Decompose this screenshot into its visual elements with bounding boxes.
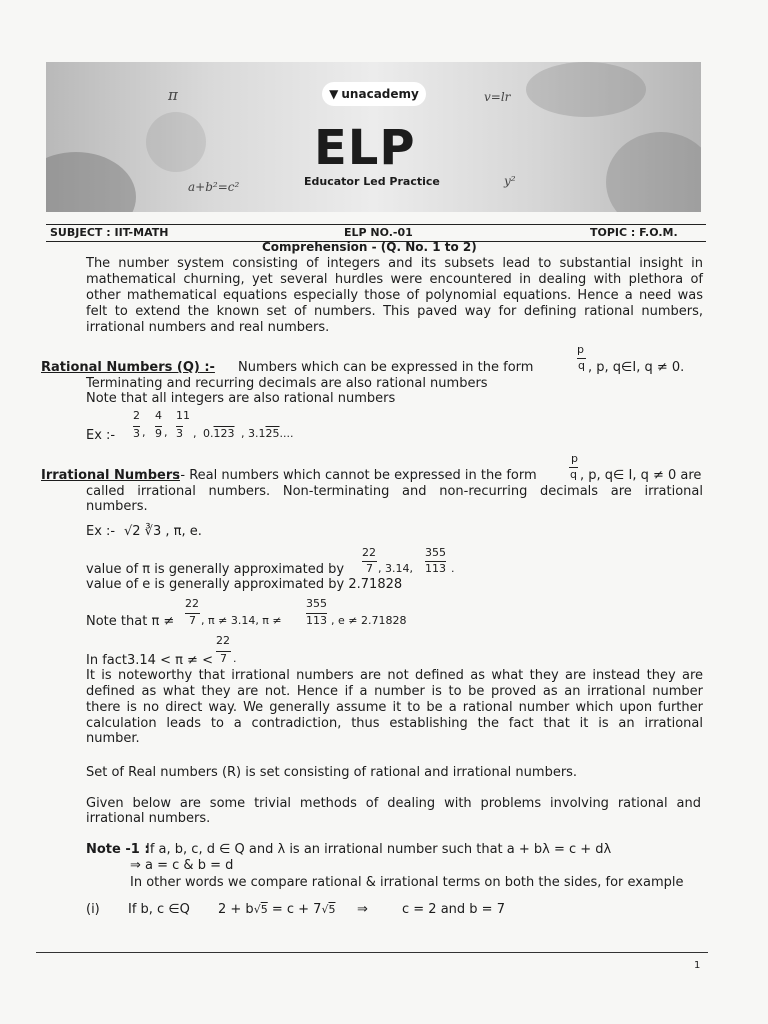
irrational-line: called irrational numbers. Non-terminating and non-recurring decimals are irrational: [86, 484, 703, 499]
rational-line: Note that all integers are also rational numbers: [86, 391, 396, 406]
pi-note-text: Note that π ≠: [86, 614, 175, 629]
example-denominator: 9: [155, 427, 162, 440]
decimal-int: 3.1: [248, 427, 266, 440]
methods-intro-line: Given below are some trivial methods of dealing with problems involving rational and: [86, 796, 701, 811]
radicand: 5: [260, 903, 268, 916]
irrational-heading: Irrational Numbers: [41, 468, 180, 483]
example-equation: [218, 902, 335, 917]
comprehension-line: felt to extend the known set of numbers. This paved way for defining rational numbers,: [86, 304, 703, 319]
decimal-repeat: 123: [213, 427, 235, 440]
topic-label: TOPIC : F.O.M.: [590, 226, 678, 239]
subject-label: SUBJECT : IIT-MATH: [50, 226, 169, 239]
implies-arrow: ⇒: [357, 902, 368, 917]
rational-definition-tail: , p, q∈I, q ≠ 0.: [588, 360, 685, 375]
brand-name: unacademy: [341, 87, 419, 101]
fraction-numerator: 22: [185, 597, 199, 610]
footer-rule: [36, 952, 708, 953]
comprehension-line: irrational numbers and real numbers.: [86, 320, 330, 335]
pi-note-mid: , π ≠ 3.14, π ≠: [201, 614, 282, 627]
comma-sep: ,: [142, 426, 146, 439]
pi-approx-mid: , 3.14,: [378, 562, 413, 575]
page-number: 1: [694, 960, 701, 971]
irrational-paragraph-line: It is noteworthy that irrational numbers are not defined as what they are instead they are: [86, 668, 703, 683]
rational-heading: [41, 360, 215, 375]
sqrt-icon: √: [321, 903, 329, 916]
example-label: Ex :-: [86, 428, 116, 443]
irrational-definition-tail: , p, q∈ I, q ≠ 0 are: [580, 468, 702, 483]
note-1-text: If a, b, c, d ∈ Q and λ is an irrational number such that a + bλ = c + dλ: [146, 842, 612, 857]
example-condition: If b, c ∈Q: [128, 902, 190, 917]
fraction-denominator: 7: [185, 613, 200, 627]
fraction-denominator: 113: [425, 562, 446, 575]
unacademy-icon: ▼: [329, 87, 339, 101]
example-number: (i): [86, 902, 100, 917]
fraction-denominator: 7: [216, 651, 231, 665]
irrational-example: √2 ∛3 , π, e.: [124, 524, 202, 539]
fraction-numerator: p: [571, 452, 578, 465]
note-1-implies: ⇒ a = c & b = d: [130, 858, 234, 873]
example-numerator: 4: [155, 409, 162, 422]
example-numerator: 2: [133, 409, 140, 422]
decorative-blob: [146, 112, 206, 172]
irrational-paragraph-line: number.: [86, 731, 140, 746]
decimal-int: 0.: [203, 427, 214, 440]
fraction-denominator: 7: [362, 561, 377, 575]
fraction-numerator: 22: [216, 634, 230, 647]
fraction-numerator: 22: [362, 546, 376, 559]
brand-logo: [322, 82, 426, 106]
irrational-example-label: Ex :-: [86, 524, 116, 539]
example-numerator: 11: [176, 409, 190, 422]
methods-intro-line: irrational numbers.: [86, 811, 211, 826]
equation-rhs: = c + 7: [271, 902, 322, 917]
elp-banner: [46, 62, 701, 212]
e-approx-text: value of e is generally approximated by 2.71828: [86, 577, 403, 592]
recurring-decimal: [203, 427, 235, 440]
comprehension-heading: Comprehension - (Q. No. 1 to 2): [262, 240, 477, 254]
irrational-paragraph-line: defined as what they are not. Hence if a number is to be proved as an irrational number: [86, 684, 703, 699]
note-1-compare: In other words we compare rational & irrational terms on both the sides, for example: [130, 875, 684, 890]
example-denominator: 3: [176, 427, 183, 440]
irrational-paragraph-line: calculation leads to a contradiction, thus establishing the fact that it is an irrational: [86, 716, 703, 731]
decorative-blob: [606, 132, 701, 212]
pi-fact-text: In fact3.14 < π ≠ <: [86, 653, 213, 668]
pi-doodle: π: [168, 86, 178, 104]
comprehension-line: The number system consisting of integers and its subsets lead to substantial insight in: [86, 256, 703, 271]
equation-lhs: 2 + b: [218, 902, 254, 917]
elp-number: ELP NO.-01: [344, 226, 413, 239]
irrational-definition: :- Real numbers which cannot be expressed in the form: [176, 468, 537, 483]
comprehension-line: other mathematical equations especially those of polynomial equations. Hence a need was: [86, 288, 703, 303]
rational-colon: :-: [199, 360, 215, 375]
pi-note-end: , e ≠ 2.71828: [331, 614, 407, 627]
comma-sep: ,: [164, 426, 168, 439]
fraction-numerator: 355: [306, 597, 327, 610]
formula-doodle: y²: [504, 174, 516, 188]
note-1-label: Note -1 :: [86, 842, 150, 857]
comma-sep: ,: [241, 427, 245, 440]
decorative-blob: [526, 62, 646, 117]
pi-fact-end: .: [233, 652, 237, 665]
fraction-denominator: q: [578, 359, 585, 372]
pi-approx-end: .: [451, 562, 455, 575]
formula-doodle: v=lr: [484, 90, 511, 104]
example-denominator: 3: [133, 427, 140, 440]
formula-doodle: a+b²=c²: [188, 180, 240, 194]
radicand: 5: [328, 903, 336, 916]
rational-line: Terminating and recurring decimals are also rational numbers: [86, 376, 488, 391]
irrational-paragraph-line: there is no direct way. We generally assume it to be a rational number which upon further: [86, 700, 703, 715]
real-numbers-line: Set of Real numbers (R) is set consisting of rational and irrational numbers.: [86, 765, 578, 780]
irrational-line: numbers.: [86, 499, 148, 514]
banner-subtitle: Educator Led Practice: [304, 175, 440, 188]
rational-label: Rational Numbers (Q): [41, 360, 200, 375]
recurring-decimal: [248, 427, 294, 440]
decimal-repeat: 25: [265, 427, 280, 440]
rational-definition: Numbers which can be expressed in the form: [238, 360, 534, 375]
pi-approx-text: value of π is generally approximated by: [86, 562, 345, 577]
decimal-tail: ....: [279, 427, 294, 440]
fraction-numerator: p: [577, 343, 584, 356]
fraction-numerator: 355: [425, 546, 446, 559]
comprehension-line: mathematical churning, yet several hurdles were encountered in dealing with plethora of: [86, 272, 703, 287]
fraction-denominator: 113: [306, 614, 327, 627]
comma-sep: ,: [193, 427, 197, 440]
sqrt-icon: √: [253, 903, 261, 916]
fraction-denominator: q: [570, 468, 577, 481]
example-result: c = 2 and b = 7: [402, 902, 505, 917]
decorative-blob: [46, 152, 136, 212]
banner-title: ELP: [314, 120, 416, 176]
